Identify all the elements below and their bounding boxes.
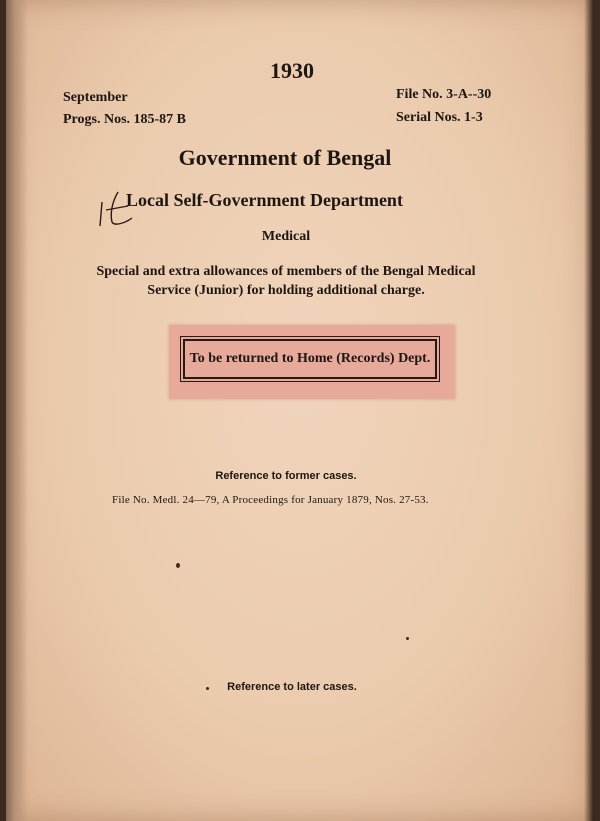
page-left-edge [6,0,28,821]
subject-line-1: Special and extra allowances of members of the Bengal Medical [96,264,476,279]
return-label-text: To be returned to Home (Records) Dept. [183,339,437,379]
subject-line-2: Service (Junior) for holding additional charge. [147,283,425,298]
progs-numbers: Progs. Nos. 185-87 B [63,112,187,127]
page-right-edge [584,0,594,821]
ink-speck [406,637,409,640]
ink-speck [206,687,209,690]
document-page [6,0,594,821]
year: 1930 [270,58,314,83]
file-number: File No. 3-A--30 [396,87,492,102]
former-cases-heading: Reference to former cases. [215,470,357,482]
subject-text [66,262,506,300]
return-label [169,325,455,399]
ink-speck [176,563,180,568]
month: September [63,90,128,105]
former-cases-entry: File No. Medl. 24—79, A Proceedings for January 1879, Nos. 27-53. [112,494,429,506]
branch-title: Medical [261,229,311,244]
later-cases-heading: Reference to later cases. [227,681,357,693]
serial-numbers: Serial Nos. 1-3 [396,110,483,125]
government-title: Government of Bengal [178,145,392,170]
department-title: Local Self-Government Department [126,190,403,210]
